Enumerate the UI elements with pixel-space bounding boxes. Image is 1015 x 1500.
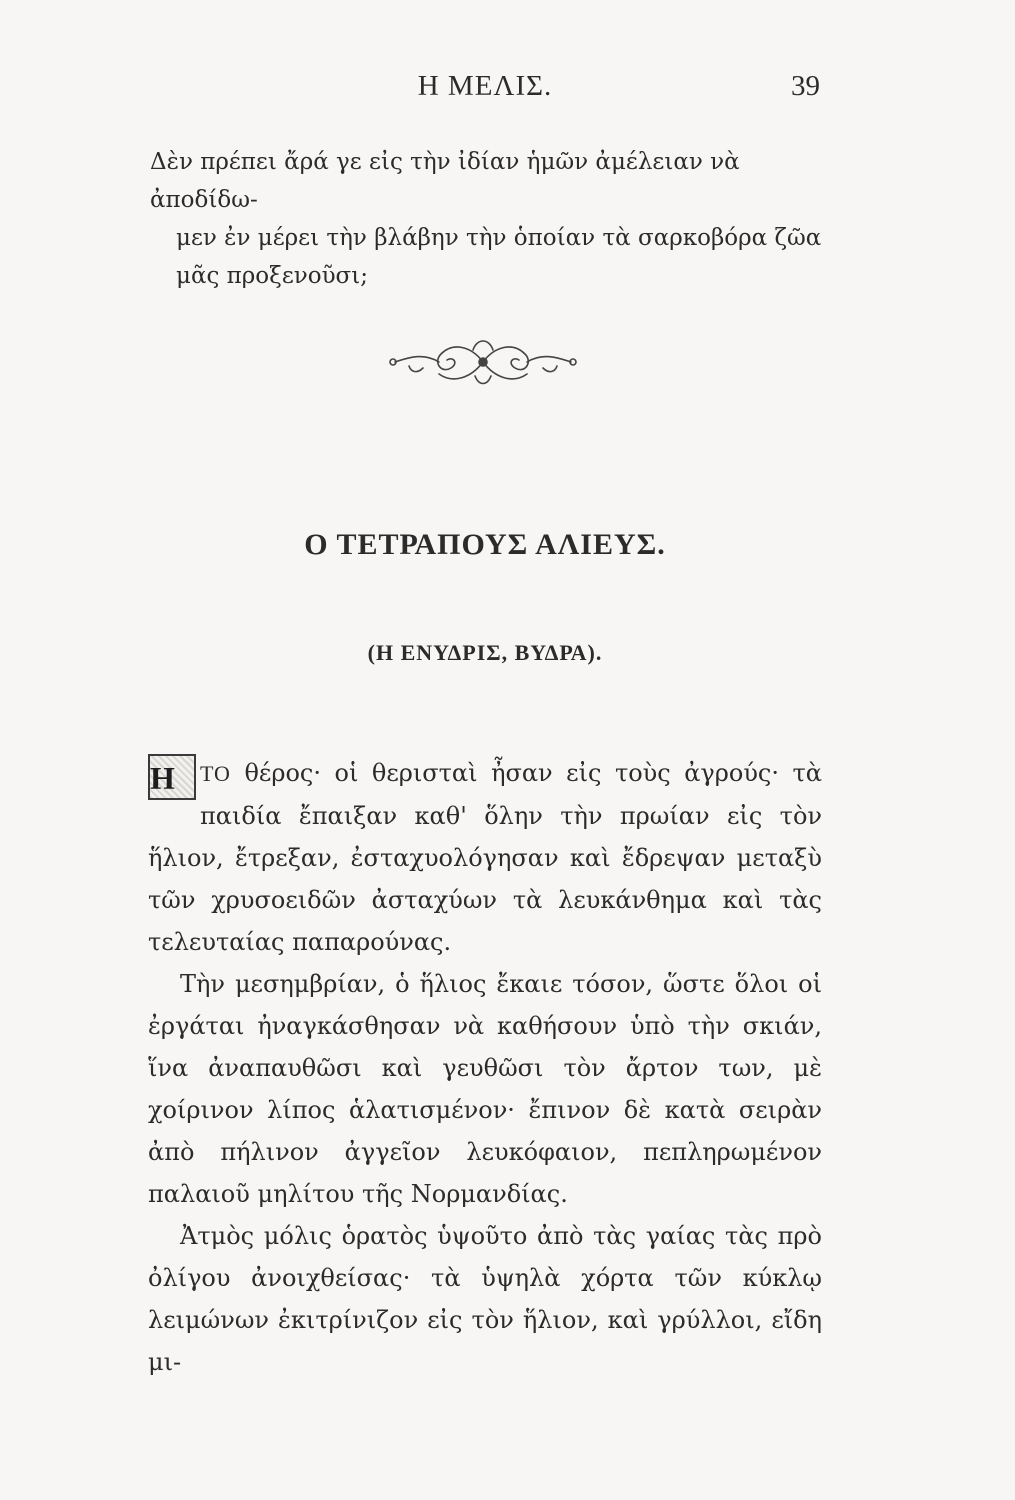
paragraph: Ἀτμὸς μόλις ὁρατὸς ὑψοῦτο ἀπὸ τὰς γαίας τὰς πρὸ ὀλίγου ἀνοιχθείσας· τὰ ὑψηλὰ χόρτα τῶν κύκλῳ λειμώνων ἐκιτρίνιζον εἰς τὸν ἥλιον, καὶ γρύλλοι, εἴδη μι-	[148, 1222, 822, 1376]
paragraph-text: θέρος· οἱ θερισταὶ ἦσαν εἰς τοὺς ἀγρούς· τὰ παιδία ἔπαιξαν καθ' ὅλην τὴν πρωίαν εἰς τὸν ἥλιον, ἔτρεξαν, ἐσταχυολόγησαν καὶ ἔδρεψαν μεταξὺ τῶν χρυσοειδῶν ἀσταχύων τὰ λευκάνθημα καὶ τὰς τελευταίας παπαρούνας.	[148, 759, 822, 956]
first-word-rest: ΤΟ	[200, 761, 231, 786]
page-header	[150, 70, 820, 110]
paragraph: Τὴν μεσημβρίαν, ὁ ἥλιος ἔκαιε τόσον, ὥστε ὅλοι οἱ ἐργάται ἠναγκάσθησαν νὰ καθήσουν ὑπὸ τὴν σκιάν, ἵνα ἀναπαυθῶσι καὶ γευθῶσι τὸν ἄρτον των, μὲ χοίρινον λίπος ἁλατισμένον· ἔπινον δὲ κατὰ σειρὰν ἀπὸ πήλινον ἀγγεῖον λευκόφαιον, πεπληρωμένον παλαιοῦ μηλίτου τῆς Νορμανδίας.	[148, 970, 822, 1208]
previous-section-text	[148, 143, 822, 295]
text-line: μᾶς προξενοῦσι;	[176, 263, 369, 289]
floral-ornament-icon	[383, 328, 583, 396]
chapter-title: Ο ΤΕΤΡΑΠΟΥΣ ΑΛΙΕΥΣ.	[304, 528, 666, 561]
paragraph	[148, 752, 822, 963]
chapter-body	[148, 752, 822, 1383]
chapter-subtitle: (Η ΕΝΥΔΡΙΣ, ΒΥΔΡΑ).	[367, 640, 603, 665]
dropcap-letter: Η	[148, 754, 196, 800]
page-number: 39	[791, 70, 820, 102]
text-line: μεν ἐν μέρει τὴν βλάβην τὴν ὁποίαν τὰ σαρκοβόρα ζῶα	[176, 225, 822, 251]
running-head: Η ΜΕΛΙΣ.	[417, 70, 553, 102]
text-line: Δὲν πρέπει ἄρά γε εἰς τὴν ἰδίαν ἡμῶν ἀμέλειαν νὰ ἀποδίδω-	[150, 149, 740, 213]
